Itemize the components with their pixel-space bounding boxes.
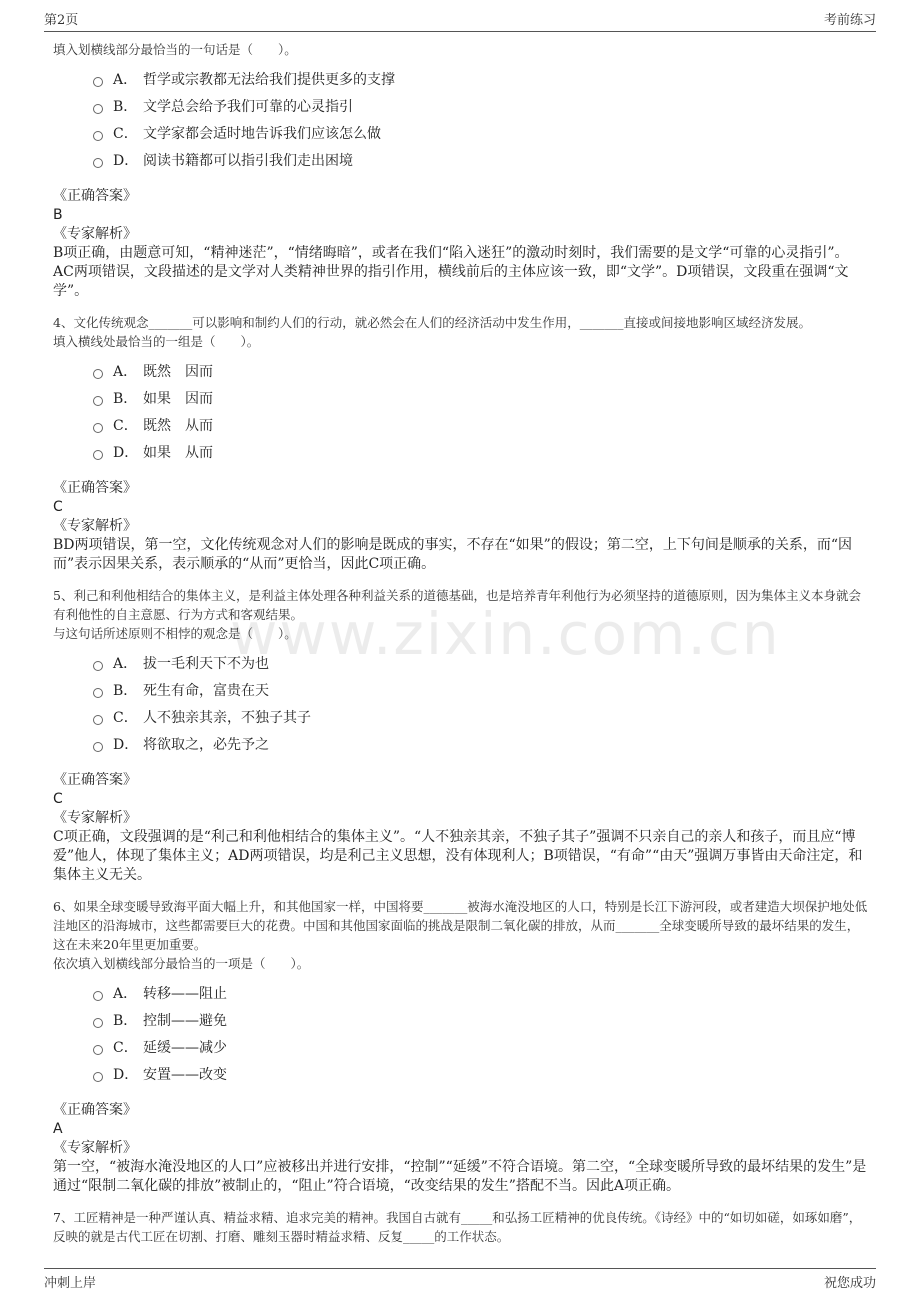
question-stem: 4、文化传统观念_______可以影响和制约人们的行动，就必然会在人们的经济活动中发生作用，_______直接或间接地影响区域经济发展。 (53, 315, 811, 330)
answer-label: 《正确答案》 (53, 772, 137, 788)
option-item[interactable] (93, 65, 868, 92)
option-letter: D． (113, 1066, 139, 1083)
header-title: 考前练习 (823, 13, 876, 28)
question-block (53, 40, 868, 301)
option-letter: A． (113, 71, 138, 88)
option-list (93, 357, 868, 465)
question-stem: 填入划横线部分最恰当的一句话是（ ）。 (53, 42, 297, 57)
option-letter: B． (113, 98, 138, 115)
answer-label: 《正确答案》 (53, 1102, 137, 1118)
radio-icon[interactable] (93, 742, 103, 752)
radio-icon[interactable] (93, 1018, 103, 1028)
option-letter: B． (113, 390, 138, 407)
page-footer (44, 1268, 876, 1294)
option-text: 既然 从而 (143, 417, 213, 434)
analysis-text: BD两项错误，第一空，文化传统观念对人们的影响是既成的事实，不存在“如果”的假设；第二空，上下句间是顺承的关系，而“因而”表示因果关系，表示顺承的“从而”更恰当，因此C项正确。 (53, 537, 852, 572)
question-list (53, 40, 868, 1258)
option-text: 阅读书籍都可以指引我们走出困境 (143, 152, 353, 169)
option-letter: D． (113, 152, 139, 169)
option-text: 哲学或宗教都无法给我们提供更多的支撑 (143, 71, 395, 88)
option-text: 死生有命，富贵在天 (143, 682, 269, 699)
option-text: 转移——阻止 (143, 985, 227, 1002)
radio-icon[interactable] (93, 131, 103, 141)
option-list (93, 979, 868, 1087)
option-letter: A． (113, 985, 138, 1002)
option-text: 如果 因而 (143, 390, 213, 407)
option-item[interactable] (93, 384, 868, 411)
footer-left: 冲刺上岸 (44, 1276, 97, 1291)
analysis-label: 《专家解析》 (53, 1140, 137, 1156)
option-text: 控制——避免 (143, 1012, 227, 1029)
answer-value: C (53, 499, 63, 515)
question-stem: 6、如果全球变暖导致海平面大幅上升，和其他国家一样，中国将要_______被海水淹没地区的人口，特别是长江下游河段，或者建造大坝保护地处低洼地区的沿海城市，这些都需要巨大的花费。中国和其他国家面临的挑战是限制二氧化碳的排放，从而_______全球变暖所导致的最坏结果的发生，这在未来20年里更加重要。 (53, 899, 868, 952)
analysis-label: 《专家解析》 (53, 518, 137, 534)
option-text: 安置——改变 (143, 1066, 227, 1083)
option-text: 文学家都会适时地告诉我们应该怎么做 (143, 125, 381, 142)
radio-icon[interactable] (93, 369, 103, 379)
option-item[interactable] (93, 1060, 868, 1087)
radio-icon[interactable] (93, 77, 103, 87)
answer-label: 《正确答案》 (53, 188, 137, 204)
question-block (53, 313, 868, 574)
radio-icon[interactable] (93, 450, 103, 460)
option-item[interactable] (93, 92, 868, 119)
option-text: 既然 因而 (143, 363, 213, 380)
option-item[interactable] (93, 1006, 868, 1033)
option-letter: C． (113, 709, 138, 726)
answer-value: C (53, 791, 63, 807)
option-text: 拔一毛利天下不为也 (143, 655, 269, 672)
option-text: 将欲取之，必先予之 (143, 736, 269, 753)
option-item[interactable] (93, 730, 868, 757)
option-letter: D． (113, 444, 139, 461)
option-list (93, 65, 868, 173)
radio-icon[interactable] (93, 1072, 103, 1082)
option-item[interactable] (93, 676, 868, 703)
option-text: 如果 从而 (143, 444, 213, 461)
radio-icon[interactable] (93, 396, 103, 406)
option-letter: C． (113, 417, 138, 434)
analysis-text: 第一空，“被海水淹没地区的人口”应被移出并进行安排，“控制”“延缓”不符合语境。第二空，“全球变暖所导致的最坏结果的发生”是通过“限制二氧化碳的排放”被制止的，“阻止”符合语境，“改变结果的发生”搭配不当。因此A项正确。 (53, 1159, 867, 1194)
analysis-text: B项正确，由题意可知，“精神迷茫”，“情绪晦暗”，或者在我们“陷入迷狂”的激动时刻时，我们需要的是文学“可靠的心灵指引”。AC两项错误，文段描述的是文学对人类精神世界的指引作用，横线前后的主体应该一致，即“文学”。D项错误，文段重在强调“文学”。 (53, 245, 849, 299)
radio-icon[interactable] (93, 991, 103, 1001)
question-block (53, 586, 868, 885)
question-stem: 7、工匠精神是一种严谨认真、精益求精、追求完美的精神。我国自古就有_____和弘扬工匠精神的优良传统。《诗经》中的“如切如磋，如琢如磨”，反映的就是古代工匠在切割、打磨、雕刻玉器时精益求精、反复_____的工作状态。 (53, 1210, 862, 1244)
option-item[interactable] (93, 1033, 868, 1060)
page-header (44, 6, 876, 32)
answer-label: 《正确答案》 (53, 480, 137, 496)
option-item[interactable] (93, 438, 868, 465)
analysis-label: 《专家解析》 (53, 810, 137, 826)
option-text: 延缓——减少 (143, 1039, 227, 1056)
radio-icon[interactable] (93, 1045, 103, 1055)
option-letter: C． (113, 125, 138, 142)
option-letter: B． (113, 1012, 138, 1029)
option-item[interactable] (93, 703, 868, 730)
question-stem: 填入横线处最恰当的一组是（ ）。 (53, 334, 260, 349)
option-list (93, 649, 868, 757)
answer-value: B (53, 207, 63, 223)
option-letter: A． (113, 655, 138, 672)
footer-right: 祝您成功 (823, 1276, 876, 1291)
radio-icon[interactable] (93, 104, 103, 114)
option-letter: C． (113, 1039, 138, 1056)
option-item[interactable] (93, 146, 868, 173)
question-stem: 依次填入划横线部分最恰当的一项是（ ）。 (53, 956, 310, 971)
watermark: www.zixin.com.cn (230, 600, 781, 668)
question-stem: 与这句话所述原则不相悖的观念是（ ）。 (53, 626, 297, 641)
option-item[interactable] (93, 649, 868, 676)
answer-value: A (53, 1121, 63, 1137)
question-block (53, 897, 868, 1196)
option-item[interactable] (93, 411, 868, 438)
option-letter: A． (113, 363, 138, 380)
question-stem: 5、利己和利他相结合的集体主义，是利益主体处理各种利益关系的道德基础，也是培养青年利他行为必须坚持的道德原则，因为集体主义本身就会有利他性的自主意愿、行为方式和客观结果。 (53, 588, 861, 622)
option-letter: B． (113, 682, 138, 699)
analysis-text: C项正确，文段强调的是“利己和利他相结合的集体主义”。“人不独亲其亲，不独子其子”强调不只亲自己的亲人和孩子，而且应“博爱”他人，体现了集体主义；AD两项错误，均是利己主义思想，没有体现利人；B项错误，“有命”“由天”强调万事皆由天命注定，和集体主义无关。 (53, 829, 863, 883)
radio-icon[interactable] (93, 661, 103, 671)
radio-icon[interactable] (93, 688, 103, 698)
radio-icon[interactable] (93, 158, 103, 168)
radio-icon[interactable] (93, 715, 103, 725)
option-text: 文学总会给予我们可靠的心灵指引 (143, 98, 353, 115)
option-text: 人不独亲其亲，不独子其子 (143, 709, 311, 726)
option-item[interactable] (93, 357, 868, 384)
page-number: 第2页 (44, 13, 79, 28)
analysis-label: 《专家解析》 (53, 226, 137, 242)
option-item[interactable] (93, 979, 868, 1006)
radio-icon[interactable] (93, 423, 103, 433)
option-item[interactable] (93, 119, 868, 146)
option-letter: D． (113, 736, 139, 753)
question-block (53, 1208, 868, 1246)
